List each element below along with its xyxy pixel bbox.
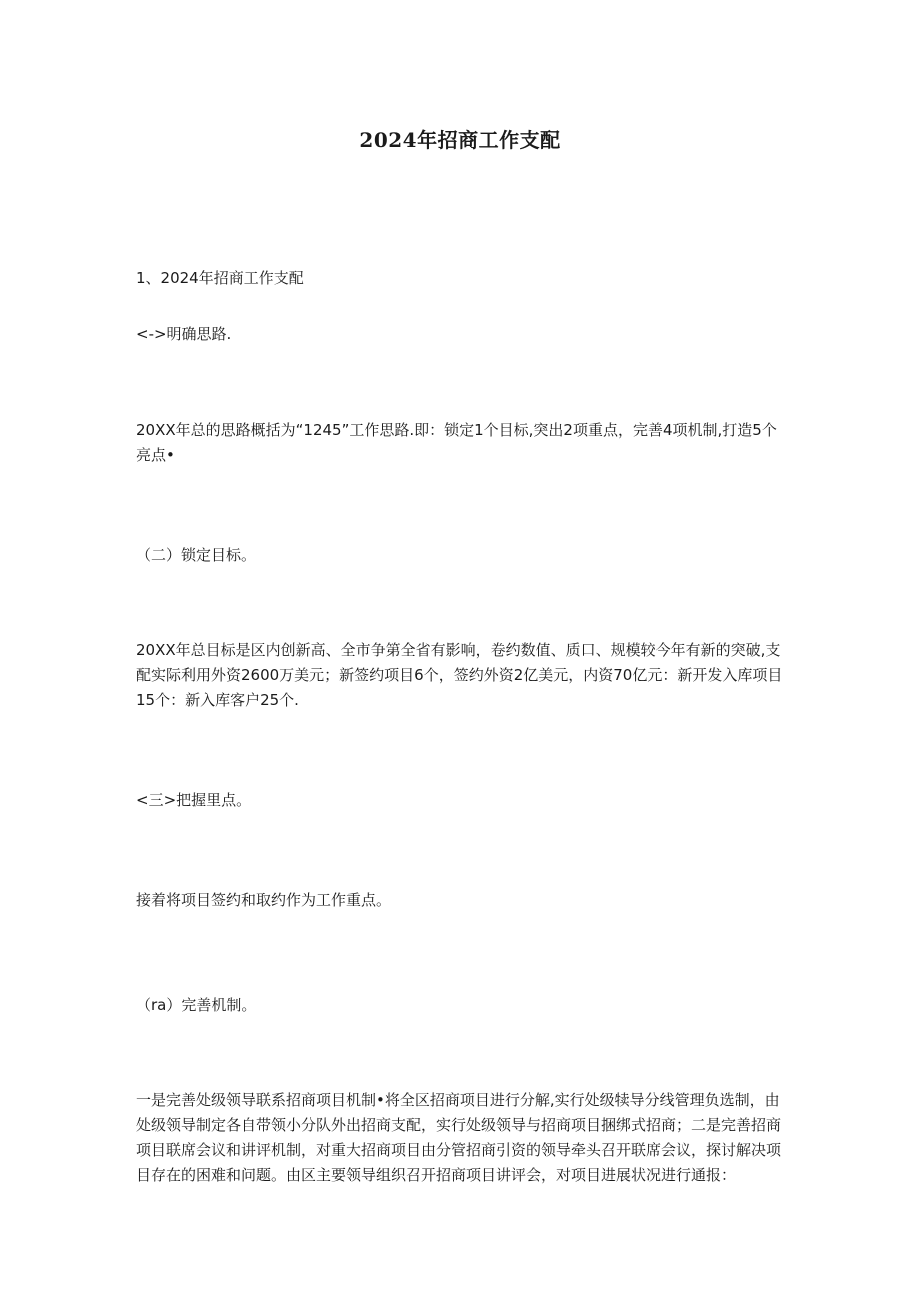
section-heading: 1、2024年招商工作支配 (136, 269, 304, 287)
subsection-heading: <->明确思路. (136, 325, 232, 343)
subsection-heading: （ra）完善机制。 (136, 996, 257, 1014)
subsection-heading: （二）锁定目标。 (136, 546, 257, 564)
body-paragraph: 20XX年总的思路概括为“1245”工作思路.即：锁定1个目标,突出2项重点，完善4项机制,打造5个亮点• (136, 421, 777, 464)
subsection-heading: <三>把握里点。 (136, 791, 252, 809)
body-paragraph: 接着将项目签约和取约作为工作重点。 (136, 891, 392, 909)
body-paragraph: 一是完善处级领导联系招商项目机制•将全区招商项目进行分解,实行处级犊导分线管理负选制，由处级领导制定各自带领小分队外出招商支配，实行处级领导与招商项目捆绑式招商；二是完善招商项目联席会议和讲评机制，对重大招商项目由分管招商引资的领导牵头召开联席会议，探讨解决项目存在的困难和问题。由区主要领导组织召开招商项目讲评会，对项目进展状况进行通报： (136, 1091, 782, 1184)
document-title: 2024年招商工作支配 (359, 128, 561, 152)
body-paragraph: 20XX年总目标是区内创新高、全市争第全省有影响，卷约数值、质口、规模较今年有新的突破,支配实际利用外资2600万美元；新签约项目6个，签约外资2亿美元，内资70亿元：新开发入库项目15个：新入库客户25个. (136, 641, 783, 709)
